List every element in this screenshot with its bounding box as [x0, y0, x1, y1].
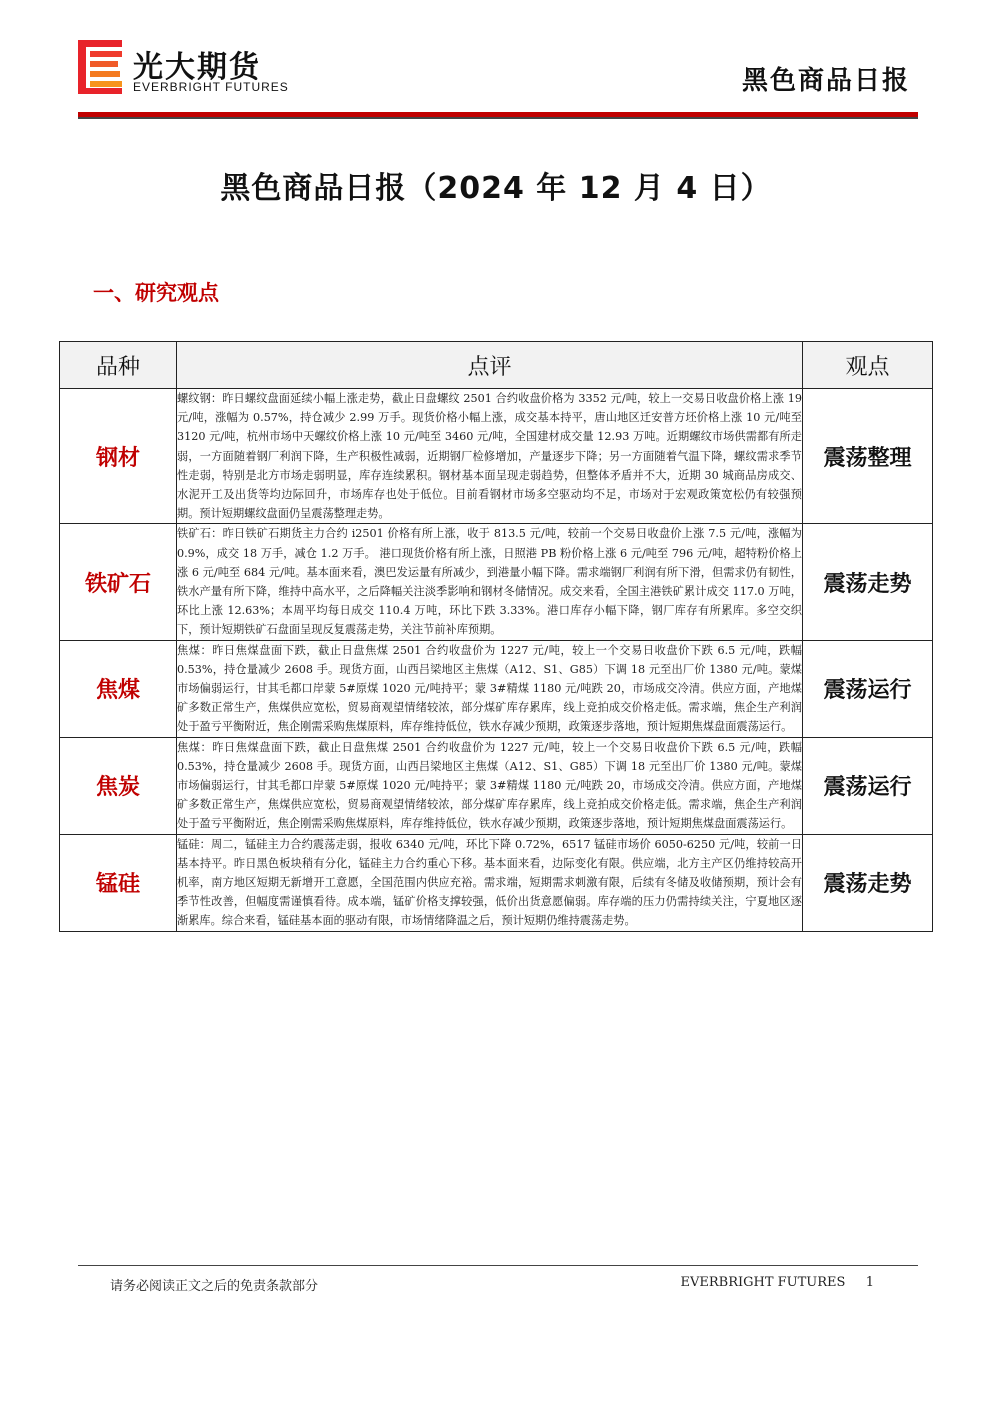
header-opinion: 观点 [803, 342, 933, 389]
page-header [0, 0, 992, 125]
table-header-row [60, 342, 933, 389]
report-name: 黑色商品日报 [741, 66, 910, 96]
research-views-table [59, 341, 933, 932]
comment-cell: 螺纹钢：昨日螺纹盘面延续小幅上涨走势，截止日盘螺纹 2501 合约收盘价格为 3352 元/吨，较上一交易日收盘价格上涨 19 元/吨，涨幅为 0.57%，持仓减少 2.99 万手。现货价格小幅上涨，成交基本持平，唐山地区迁安普方坯价格上涨 10 元/吨至 3120 元/吨，杭州市场中天螺纹价格上涨 10 元/吨至 3460 元/吨，全国建材成交量 12.93 万吨。近期螺纹市场供需都有所走弱，一方面随着钢厂利润下降，生产积极性减弱，近期钢厂检修增加，产量逐步下降；另一方面随着气温下降，螺纹需求季节性走弱，特别是北方市场走弱明显，库存连续累积。钢材基本面呈现走弱趋势，但整体矛盾并不大，近期 30 城商品房成交、水泥开工及出货等均边际回升，市场库存也处于低位。目前看钢材市场多空驱动均不足，市场对于宏观政策宽松仍有较强预期。预计短期螺纹盘面仍呈震荡整理走势。 [177, 389, 803, 524]
opinion-cell: 震荡走势 [803, 834, 933, 931]
table-row [60, 389, 933, 524]
everbright-logo-icon [78, 40, 122, 94]
table-row [60, 834, 933, 931]
table-row [60, 524, 933, 640]
header-comment: 点评 [177, 342, 803, 389]
section-heading: 一、研究观点 [93, 281, 219, 305]
variety-cell: 铁矿石 [60, 524, 177, 640]
comment-cell: 焦煤：昨日焦煤盘面下跌，截止日盘焦煤 2501 合约收盘价为 1227 元/吨，较上一个交易日收盘价下跌 6.5 元/吨，跌幅 0.53%，持仓量减少 2608 手。现货方面，山西吕梁地区主焦煤（A12、S1、G85）下调 18 元至出厂价 1380 元/吨。蒙煤市场偏弱运行，甘其毛都口岸蒙 5#原煤 1020 元/吨持平；蒙 3#精煤 1180 元/吨跌 20，市场成交冷清。供应方面，产地煤矿多数正常生产，焦煤供应宽松，贸易商观望情绪较浓，部分煤矿库存累库，线上竞拍成交价格走低。需求端，焦企生产利润处于盈亏平衡附近，焦企刚需采购焦煤原料，库存维持低位，铁水存减少预期，政策逐步落地，预计短期焦煤盘面震荡运行。 [177, 737, 803, 834]
comment-cell: 锰硅：周二，锰硅主力合约震荡走弱，报收 6340 元/吨，环比下降 0.72%，6517 锰硅市场价 6050-6250 元/吨，较前一日基本持平。昨日黑色板块稍有分化，锰硅主力合约重心下移。基本面来看，边际变化有限。供应端，北方主产区仍维持较高开机率，南方地区短期无新增开工意愿，全国范围内供应充裕。需求端，短期需求刺激有限，后续有冬储及收储预期，预计会有季节性改善，但幅度需谨慎看待。成本端，锰矿价格支撑较强，低价出货意愿偏弱。库存端的压力仍需持续关注，宁夏地区逐渐累库。综合来看，锰硅基本面的驱动有限，市场情绪降温之后，预计短期仍维持震荡走势。 [177, 834, 803, 931]
header-variety: 品种 [60, 342, 177, 389]
footer-brand: EVERBRIGHT FUTURES [680, 1275, 846, 1290]
variety-cell: 焦炭 [60, 737, 177, 834]
table-row [60, 640, 933, 737]
opinion-cell: 震荡走势 [803, 524, 933, 640]
variety-cell: 钢材 [60, 389, 177, 524]
comment-cell: 焦煤：昨日焦煤盘面下跌，截止日盘焦煤 2501 合约收盘价为 1227 元/吨，较上一个交易日收盘价下跌 6.5 元/吨，跌幅 0.53%，持仓量减少 2608 手。现货方面，山西吕梁地区主焦煤（A12、S1、G85）下调 18 元至出厂价 1380 元/吨。蒙煤市场偏弱运行，甘其毛都口岸蒙 5#原煤 1020 元/吨持平；蒙 3#精煤 1180 元/吨跌 20，市场成交冷清。供应方面，产地煤矿多数正常生产，焦煤供应宽松，贸易商观望情绪较浓，部分煤矿库存累库，线上竞拍成交价格走低。需求端，焦企生产利润处于盈亏平衡附近，焦企刚需采购焦煤原料，库存维持低位，铁水存减少预期，政策逐步落地，预计短期焦煤盘面震荡运行。 [177, 640, 803, 737]
logo-chinese-name: 光大期货 [133, 50, 261, 85]
logo-english-name: EVERBRIGHT FUTURES [133, 80, 289, 94]
opinion-cell: 震荡整理 [803, 389, 933, 524]
page-number: 1 [865, 1275, 874, 1290]
footer-brand-page [680, 1275, 874, 1290]
document-title: 黑色商品日报（2024 年 12 月 4 日） [220, 171, 772, 206]
comment-cell: 铁矿石：昨日铁矿石期货主力合约 i2501 价格有所上涨，收于 813.5 元/吨，较前一个交易日收盘价上涨 7.5 元/吨，涨幅为 0.9%，成交 18 万手，减仓 1.2 万手。 港口现货价格有所上涨，日照港 PB 粉价格上涨 6 元/吨至 796 元/吨，超特粉价格上涨 6 元/吨至 684 元/吨。基本面来看，澳巴发运量有所减少，到港量小幅下降。需求端钢厂利润有所下滑，但需求仍有韧性，铁水产量有所下降，维持中高水平，之后降幅关注淡季影响和钢材冬储情况。成交来看，全国主港铁矿累计成交 117.0 万吨，环比上涨 12.63%；本周平均每日成交 110.4 万吨，环比下跌 3.33%。港口库存小幅下降，钢厂库存有所累库。多空交织下，预计短期铁矿石盘面呈现反复震荡走势，关注节前补库预期。 [177, 524, 803, 640]
footer-divider [78, 1265, 918, 1266]
header-divider [78, 112, 918, 119]
footer-disclaimer: 请务必阅读正文之后的免责条款部分 [110, 1279, 319, 1294]
opinion-cell: 震荡运行 [803, 737, 933, 834]
opinion-cell: 震荡运行 [803, 640, 933, 737]
variety-cell: 焦煤 [60, 640, 177, 737]
variety-cell: 锰硅 [60, 834, 177, 931]
table-row [60, 737, 933, 834]
